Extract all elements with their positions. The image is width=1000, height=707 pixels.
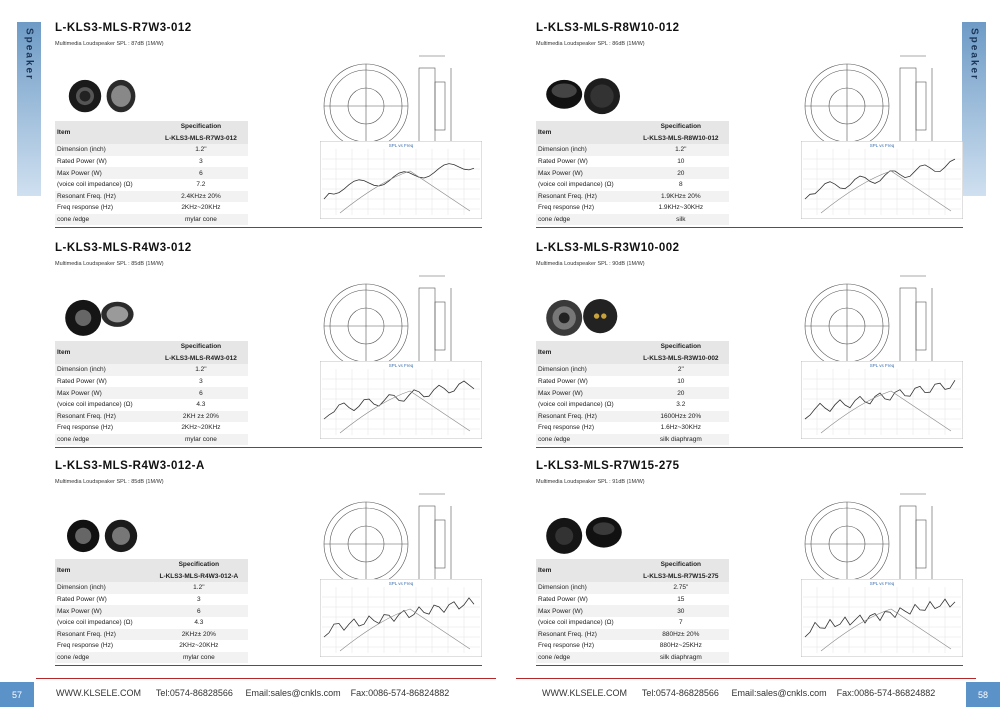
spec-row bbox=[55, 387, 248, 399]
footer-email[interactable]: Email:sales@cnkls.com bbox=[245, 688, 341, 698]
product-title: L-KLS3-MLS-R7W15-275 bbox=[536, 460, 680, 472]
spec-value: 10 bbox=[633, 376, 729, 388]
spec-key: Max Power (W) bbox=[536, 605, 633, 617]
spec-key: cone /edge bbox=[55, 652, 150, 664]
spl-frequency-graph bbox=[801, 361, 963, 439]
spec-value: 4.3 bbox=[150, 617, 248, 629]
spec-key: Dimension (inch) bbox=[536, 144, 633, 156]
spec-row bbox=[536, 434, 729, 446]
product-block bbox=[536, 22, 966, 227]
item-header: Item bbox=[536, 341, 633, 364]
spec-key: Max Power (W) bbox=[55, 605, 150, 617]
spec-row bbox=[55, 594, 248, 606]
spec-row bbox=[55, 156, 248, 168]
product-block bbox=[536, 242, 966, 447]
model-name: L-KLS3-MLS-R3W10-002 bbox=[633, 353, 729, 365]
product-subtitle: Multimedia Loudspeaker SPL : 87dB (1M/W) bbox=[55, 41, 164, 47]
spec-row bbox=[55, 191, 248, 203]
product-subtitle: Multimedia Loudspeaker SPL : 86dB (1M/W) bbox=[536, 41, 645, 47]
spec-row bbox=[536, 617, 729, 629]
spec-key: (voice coil impedance) (Ω) bbox=[536, 399, 633, 411]
spec-key: Resonant Freq. (Hz) bbox=[536, 629, 633, 641]
product-subtitle: Multimedia Loudspeaker SPL : 85dB (1M/W) bbox=[55, 479, 164, 485]
spl-frequency-graph bbox=[801, 579, 963, 657]
spec-row bbox=[55, 214, 248, 226]
side-label: Speaker bbox=[23, 28, 35, 81]
spec-key: Max Power (W) bbox=[536, 387, 633, 399]
spl-frequency-graph bbox=[320, 141, 482, 219]
product-photo bbox=[539, 504, 629, 566]
footer-fax: Fax:0086-574-86824882 bbox=[350, 688, 450, 698]
spec-row bbox=[536, 422, 729, 434]
spec-row bbox=[55, 167, 248, 179]
spec-value: mylar cone bbox=[150, 652, 248, 664]
model-name: L-KLS3-MLS-R4W3-012-A bbox=[150, 571, 248, 583]
spec-value: 2KHz~20KHz bbox=[154, 422, 248, 434]
spec-value: 1600Hz± 20% bbox=[633, 411, 729, 423]
spec-row bbox=[55, 202, 248, 214]
spec-row bbox=[55, 376, 248, 388]
section-divider bbox=[536, 447, 963, 448]
spec-value: silk diaphragm bbox=[633, 652, 729, 664]
spec-key: cone /edge bbox=[55, 214, 154, 226]
spec-value: 6 bbox=[150, 605, 248, 617]
section-divider bbox=[536, 227, 963, 228]
product-title: L-KLS3-MLS-R3W10-002 bbox=[536, 242, 680, 254]
page-number-left: 57 bbox=[0, 682, 34, 707]
spec-row bbox=[55, 617, 248, 629]
spec-key: Resonant Freq. (Hz) bbox=[55, 191, 154, 203]
spec-row bbox=[536, 156, 729, 168]
spec-header: Specification bbox=[633, 559, 729, 571]
spec-key: Freq response (Hz) bbox=[55, 422, 154, 434]
spec-key: Rated Power (W) bbox=[536, 376, 633, 388]
footer-email[interactable]: Email:sales@cnkls.com bbox=[731, 688, 827, 698]
spec-table bbox=[55, 121, 248, 225]
spec-value: 880Hz± 20% bbox=[633, 629, 729, 641]
spec-value: 1.6Hz~30KHz bbox=[633, 422, 729, 434]
spec-key: Dimension (inch) bbox=[55, 364, 154, 376]
spec-value: 30 bbox=[633, 605, 729, 617]
graph-title: SPL vs Freq bbox=[388, 143, 414, 148]
spec-value: 8 bbox=[633, 179, 729, 191]
spec-value: mylar cone bbox=[154, 214, 248, 226]
spec-row bbox=[55, 582, 248, 594]
spec-key: Rated Power (W) bbox=[55, 156, 154, 168]
spec-table bbox=[536, 341, 729, 445]
model-name: L-KLS3-MLS-R4W3-012 bbox=[154, 353, 248, 365]
spec-key: Dimension (inch) bbox=[536, 582, 633, 594]
item-header: Item bbox=[55, 121, 154, 144]
spec-value: 2KH z± 20% bbox=[154, 411, 248, 423]
spec-header: Specification bbox=[154, 121, 248, 133]
spec-value: 6 bbox=[154, 387, 248, 399]
product-title: L-KLS3-MLS-R7W3-012 bbox=[55, 22, 192, 34]
product-photo bbox=[58, 66, 148, 128]
side-tab-left bbox=[17, 22, 41, 196]
item-header: Item bbox=[55, 559, 150, 582]
model-name: L-KLS3-MLS-R7W3-012 bbox=[154, 133, 248, 145]
product-title: L-KLS3-MLS-R4W3-012 bbox=[55, 242, 192, 254]
spec-value: 1.9KHz~30KHz bbox=[633, 202, 729, 214]
spec-key: Freq response (Hz) bbox=[536, 640, 633, 652]
spec-value: 7 bbox=[633, 617, 729, 629]
spec-value: 1.2" bbox=[154, 144, 248, 156]
spec-key: Rated Power (W) bbox=[55, 376, 154, 388]
spec-table bbox=[536, 559, 729, 663]
spec-value: 3 bbox=[154, 156, 248, 168]
product-block bbox=[536, 460, 966, 665]
spec-value: 2" bbox=[633, 364, 729, 376]
spec-table bbox=[55, 341, 248, 445]
spl-frequency-graph bbox=[320, 361, 482, 439]
spec-row bbox=[536, 191, 729, 203]
spec-key: Resonant Freq. (Hz) bbox=[536, 411, 633, 423]
section-divider bbox=[55, 447, 482, 448]
spec-key: Rated Power (W) bbox=[536, 156, 633, 168]
spec-row bbox=[536, 411, 729, 423]
footer-website[interactable]: WWW.KLSELE.COM bbox=[542, 688, 628, 698]
spec-row bbox=[536, 179, 729, 191]
spec-header-row bbox=[55, 559, 248, 571]
spec-row bbox=[536, 364, 729, 376]
spec-key: Dimension (inch) bbox=[536, 364, 633, 376]
spec-key: (voice coil impedance) (Ω) bbox=[55, 399, 154, 411]
spec-key: cone /edge bbox=[55, 434, 154, 446]
spec-value: silk bbox=[633, 214, 729, 226]
graph-title: SPL vs Freq bbox=[869, 581, 895, 586]
spec-header-row bbox=[536, 341, 729, 353]
spec-table bbox=[55, 559, 248, 663]
spec-key: Freq response (Hz) bbox=[536, 422, 633, 434]
spec-value: 2KHz± 20% bbox=[150, 629, 248, 641]
spec-value: 20 bbox=[633, 167, 729, 179]
product-block bbox=[55, 22, 485, 227]
spec-value: 1.2" bbox=[154, 364, 248, 376]
spec-row bbox=[55, 640, 248, 652]
spec-key: Resonant Freq. (Hz) bbox=[55, 629, 150, 641]
spec-header-row bbox=[55, 341, 248, 353]
spec-row bbox=[536, 605, 729, 617]
spec-key: (voice coil impedance) (Ω) bbox=[536, 617, 633, 629]
spec-value: 3.2 bbox=[633, 399, 729, 411]
footer-rule-right bbox=[516, 678, 976, 679]
spec-header-row bbox=[536, 121, 729, 133]
spec-value: 2.75" bbox=[633, 582, 729, 594]
spec-row bbox=[536, 387, 729, 399]
spec-row bbox=[55, 652, 248, 664]
spec-key: (voice coil impedance) (Ω) bbox=[55, 617, 150, 629]
spec-value: 2KHz~20KHz bbox=[150, 640, 248, 652]
spec-key: Dimension (inch) bbox=[55, 582, 150, 594]
section-divider bbox=[55, 665, 482, 666]
model-name: L-KLS3-MLS-R7W15-275 bbox=[633, 571, 729, 583]
product-title: L-KLS3-MLS-R4W3-012-A bbox=[55, 460, 205, 472]
spec-row bbox=[536, 376, 729, 388]
product-subtitle: Multimedia Loudspeaker SPL : 91dB (1M/W) bbox=[536, 479, 645, 485]
footer-tel: Tel:0574-86828566 bbox=[155, 688, 233, 698]
section-divider bbox=[55, 227, 482, 228]
spec-key: Rated Power (W) bbox=[536, 594, 633, 606]
spec-key: Max Power (W) bbox=[55, 167, 154, 179]
spec-row bbox=[536, 629, 729, 641]
spec-row bbox=[55, 411, 248, 423]
item-header: Item bbox=[536, 121, 633, 144]
spec-row bbox=[536, 144, 729, 156]
graph-title: SPL vs Freq bbox=[388, 581, 414, 586]
spec-key: Freq response (Hz) bbox=[536, 202, 633, 214]
spec-value: 2.4KHz± 20% bbox=[154, 191, 248, 203]
spec-row bbox=[55, 144, 248, 156]
spec-row bbox=[536, 652, 729, 664]
spec-key: (voice coil impedance) (Ω) bbox=[536, 179, 633, 191]
graph-title: SPL vs Freq bbox=[869, 143, 895, 148]
spec-row bbox=[55, 434, 248, 446]
spec-key: Max Power (W) bbox=[55, 387, 154, 399]
product-block bbox=[55, 460, 485, 665]
spec-value: 880Hz~25KHz bbox=[633, 640, 729, 652]
footer-tel: Tel:0574-86828566 bbox=[641, 688, 719, 698]
spec-value: 1.9KHz± 20% bbox=[633, 191, 729, 203]
graph-title: SPL vs Freq bbox=[388, 363, 414, 368]
spec-key: Resonant Freq. (Hz) bbox=[536, 191, 633, 203]
spl-frequency-graph bbox=[320, 579, 482, 657]
item-header: Item bbox=[55, 341, 154, 364]
product-block bbox=[55, 242, 485, 447]
spec-key: cone /edge bbox=[536, 652, 633, 664]
spec-value: 15 bbox=[633, 594, 729, 606]
spec-row bbox=[55, 179, 248, 191]
spec-row bbox=[55, 399, 248, 411]
product-subtitle: Multimedia Loudspeaker SPL : 85dB (1M/W) bbox=[55, 261, 164, 267]
spec-row bbox=[536, 399, 729, 411]
spec-row bbox=[536, 640, 729, 652]
spec-value: 1.2" bbox=[150, 582, 248, 594]
spec-key: Freq response (Hz) bbox=[55, 202, 154, 214]
footer-right bbox=[542, 688, 935, 698]
footer-fax: Fax:0086-574-86824882 bbox=[836, 688, 936, 698]
product-photo bbox=[539, 286, 629, 348]
spec-value: 7.2 bbox=[154, 179, 248, 191]
model-name: L-KLS3-MLS-R8W10-012 bbox=[633, 133, 729, 145]
spec-value: 1.2" bbox=[633, 144, 729, 156]
spec-row bbox=[536, 214, 729, 226]
spec-value: silk diaphragm bbox=[633, 434, 729, 446]
spec-key: cone /edge bbox=[536, 434, 633, 446]
spec-header-row bbox=[55, 121, 248, 133]
spec-value: 6 bbox=[154, 167, 248, 179]
spec-row bbox=[536, 167, 729, 179]
spec-key: cone /edge bbox=[536, 214, 633, 226]
product-photo bbox=[58, 504, 148, 566]
spec-value: 10 bbox=[633, 156, 729, 168]
spec-key: Max Power (W) bbox=[536, 167, 633, 179]
section-divider bbox=[536, 665, 963, 666]
footer-left bbox=[56, 688, 449, 698]
spec-value: mylar cone bbox=[154, 434, 248, 446]
spec-key: Dimension (inch) bbox=[55, 144, 154, 156]
spl-frequency-graph bbox=[801, 141, 963, 219]
spec-header: Specification bbox=[150, 559, 248, 571]
product-photo bbox=[58, 286, 148, 348]
spec-key: Resonant Freq. (Hz) bbox=[55, 411, 154, 423]
side-label: Speaker bbox=[968, 28, 980, 81]
page-number-right: 58 bbox=[966, 682, 1000, 707]
spec-row bbox=[536, 582, 729, 594]
product-title: L-KLS3-MLS-R8W10-012 bbox=[536, 22, 680, 34]
product-photo bbox=[539, 66, 629, 128]
footer-rule-left bbox=[36, 678, 496, 679]
product-subtitle: Multimedia Loudspeaker SPL : 90dB (1M/W) bbox=[536, 261, 645, 267]
spec-header-row bbox=[536, 559, 729, 571]
spec-value: 3 bbox=[150, 594, 248, 606]
spec-key: (voice coil impedance) (Ω) bbox=[55, 179, 154, 191]
spec-row bbox=[55, 364, 248, 376]
spec-row bbox=[536, 202, 729, 214]
spec-row bbox=[55, 605, 248, 617]
spec-header: Specification bbox=[154, 341, 248, 353]
footer-website[interactable]: WWW.KLSELE.COM bbox=[56, 688, 142, 698]
spec-value: 3 bbox=[154, 376, 248, 388]
spec-value: 20 bbox=[633, 387, 729, 399]
spec-header: Specification bbox=[633, 341, 729, 353]
spec-table bbox=[536, 121, 729, 225]
spec-value: 2KHz~20KHz bbox=[154, 202, 248, 214]
spec-key: Rated Power (W) bbox=[55, 594, 150, 606]
graph-title: SPL vs Freq bbox=[869, 363, 895, 368]
spec-row bbox=[55, 629, 248, 641]
spec-header: Specification bbox=[633, 121, 729, 133]
spec-row bbox=[536, 594, 729, 606]
spec-row bbox=[55, 422, 248, 434]
spec-key: Freq response (Hz) bbox=[55, 640, 150, 652]
spec-value: 4.3 bbox=[154, 399, 248, 411]
item-header: Item bbox=[536, 559, 633, 582]
